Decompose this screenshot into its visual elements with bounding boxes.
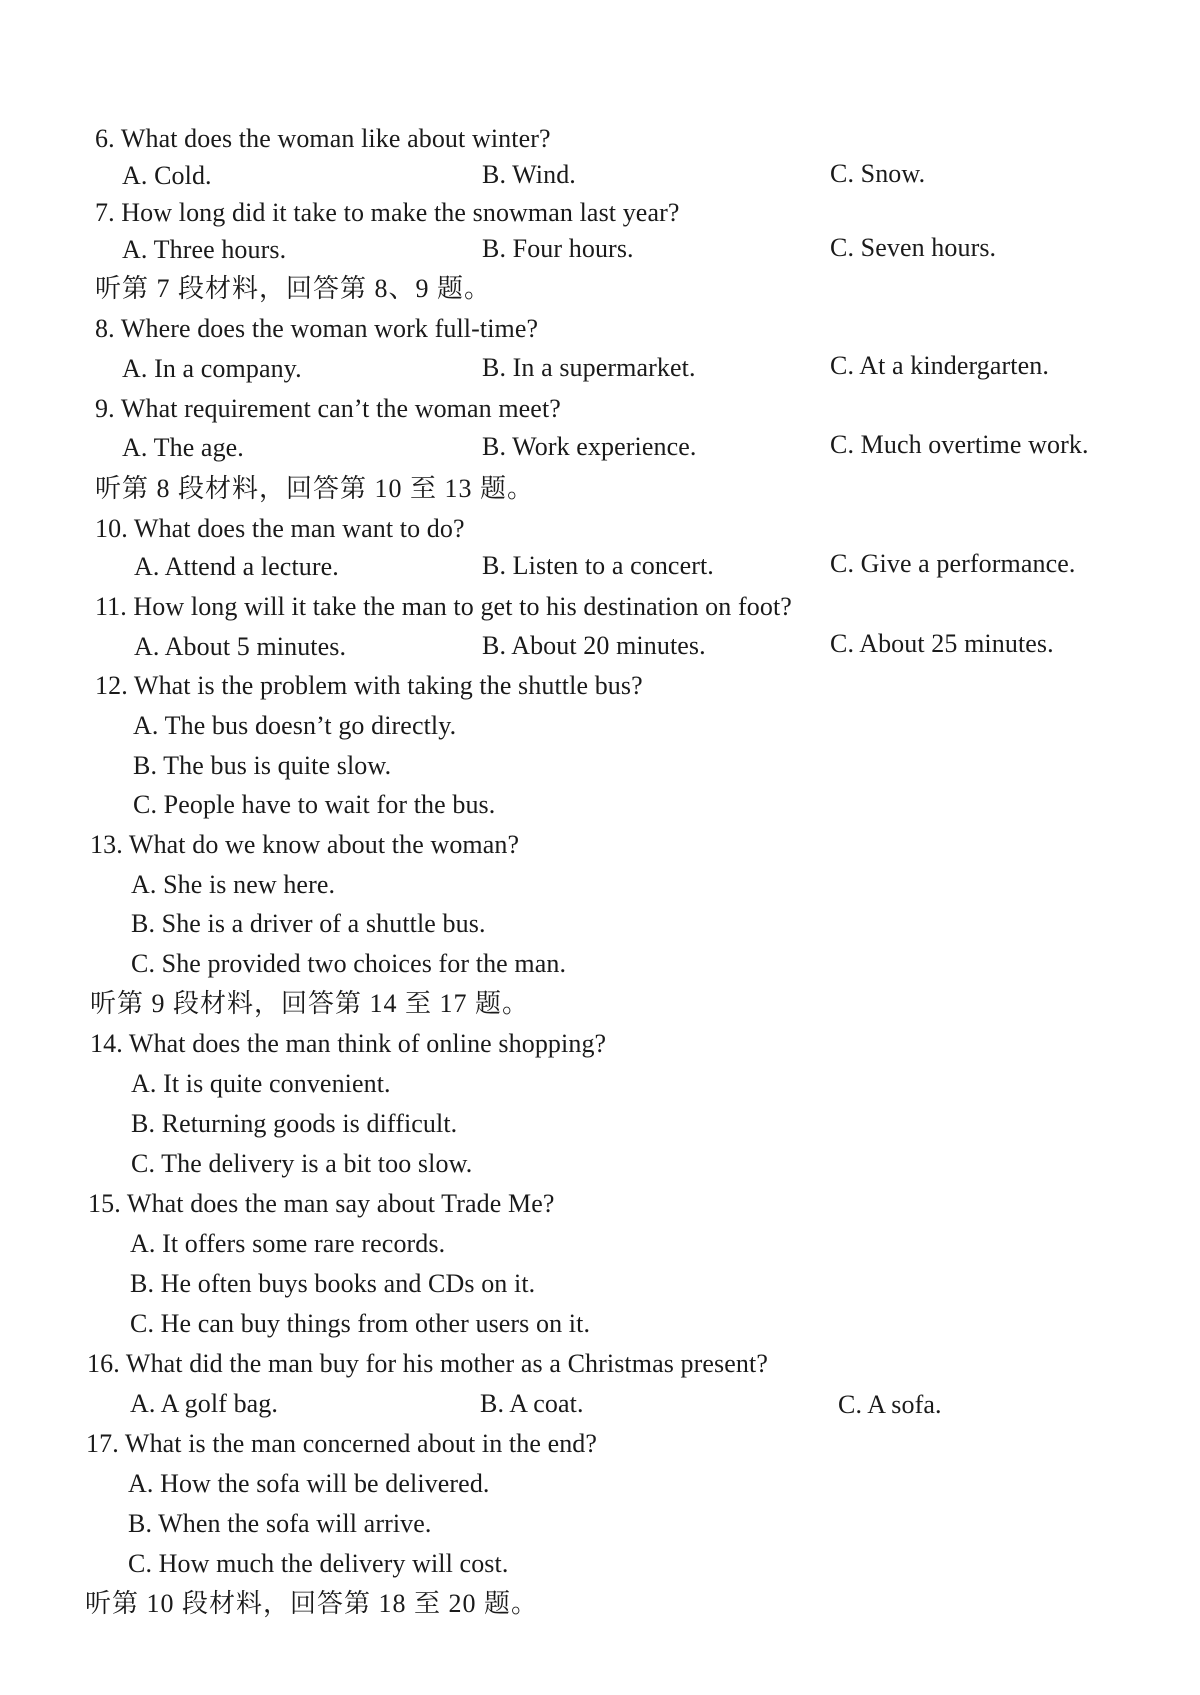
question-13-option-a: A. She is new here. [131, 870, 336, 899]
question-7-option-b: B. Four hours. [482, 234, 634, 263]
question-14-option-c: C. The delivery is a bit too slow. [131, 1149, 473, 1178]
question-10-stem: 10. What does the man want to do? [95, 514, 465, 543]
question-15-option-b: B. He often buys books and CDs on it. [130, 1269, 536, 1298]
question-16-option-c: C. A sofa. [838, 1390, 942, 1419]
question-11-option-a: A. About 5 minutes. [134, 632, 347, 661]
question-6-option-b: B. Wind. [482, 160, 576, 189]
question-17-option-a: A. How the sofa will be delivered. [128, 1469, 490, 1498]
question-6-stem: 6. What does the woman like about winter? [95, 124, 551, 153]
question-16-option-b: B. A coat. [480, 1389, 584, 1418]
question-8-option-a: A. In a company. [122, 354, 302, 383]
question-14-option-a: A. It is quite convenient. [131, 1069, 391, 1098]
section-10-instruction: 听第 10 段材料，回答第 18 至 20 题。 [85, 1589, 539, 1618]
question-8-option-b: B. In a supermarket. [482, 353, 696, 382]
question-9-option-b: B. Work experience. [482, 432, 697, 461]
question-12-stem: 12. What is the problem with taking the shuttle bus? [95, 671, 643, 700]
question-9-option-a: A. The age. [122, 433, 244, 462]
question-15-stem: 15. What does the man say about Trade Me? [88, 1189, 555, 1218]
question-16-stem: 16. What did the man buy for his mother as a Christmas present? [87, 1349, 768, 1378]
question-13-stem: 13. What do we know about the woman? [90, 830, 520, 859]
question-6-option-a: A. Cold. [122, 161, 212, 190]
section-9-instruction: 听第 9 段材料，回答第 14 至 17 题。 [90, 989, 530, 1018]
question-16-option-a: A. A golf bag. [130, 1389, 279, 1418]
question-11-option-b: B. About 20 minutes. [482, 631, 706, 660]
section-8-instruction: 听第 8 段材料，回答第 10 至 13 题。 [95, 474, 535, 503]
question-12-option-a: A. The bus doesn’t go directly. [133, 711, 457, 740]
question-11-option-c: C. About 25 minutes. [830, 629, 1054, 658]
question-10-option-c: C. Give a performance. [830, 549, 1076, 578]
question-10-option-a: A. Attend a lecture. [134, 552, 339, 581]
question-11-stem: 11. How long will it take the man to get to his destination on foot? [95, 592, 792, 621]
question-13-option-c: C. She provided two choices for the man. [131, 949, 567, 978]
section-7-instruction: 听第 7 段材料，回答第 8、9 题。 [95, 274, 492, 303]
question-15-option-a: A. It offers some rare records. [130, 1229, 446, 1258]
question-8-stem: 8. Where does the woman work full-time? [95, 314, 539, 343]
question-8-option-c: C. At a kindergarten. [830, 351, 1049, 380]
question-15-option-c: C. He can buy things from other users on it. [130, 1309, 591, 1338]
question-7-option-c: C. Seven hours. [830, 233, 997, 262]
question-7-option-a: A. Three hours. [122, 235, 287, 264]
question-12-option-b: B. The bus is quite slow. [133, 751, 392, 780]
question-13-option-b: B. She is a driver of a shuttle bus. [131, 909, 486, 938]
question-14-stem: 14. What does the man think of online shopping? [90, 1029, 607, 1058]
question-17-option-c: C. How much the delivery will cost. [128, 1549, 509, 1578]
question-14-option-b: B. Returning goods is difficult. [131, 1109, 458, 1138]
question-12-option-c: C. People have to wait for the bus. [133, 790, 496, 819]
question-6-option-c: C. Snow. [830, 159, 926, 188]
question-7-stem: 7. How long did it take to make the snowman last year? [95, 198, 680, 227]
question-9-stem: 9. What requirement can’t the woman meet? [95, 394, 561, 423]
question-9-option-c: C. Much overtime work. [830, 430, 1089, 459]
question-10-option-b: B. Listen to a concert. [482, 551, 714, 580]
question-17-stem: 17. What is the man concerned about in the end? [86, 1429, 598, 1458]
question-17-option-b: B. When the sofa will arrive. [128, 1509, 432, 1538]
